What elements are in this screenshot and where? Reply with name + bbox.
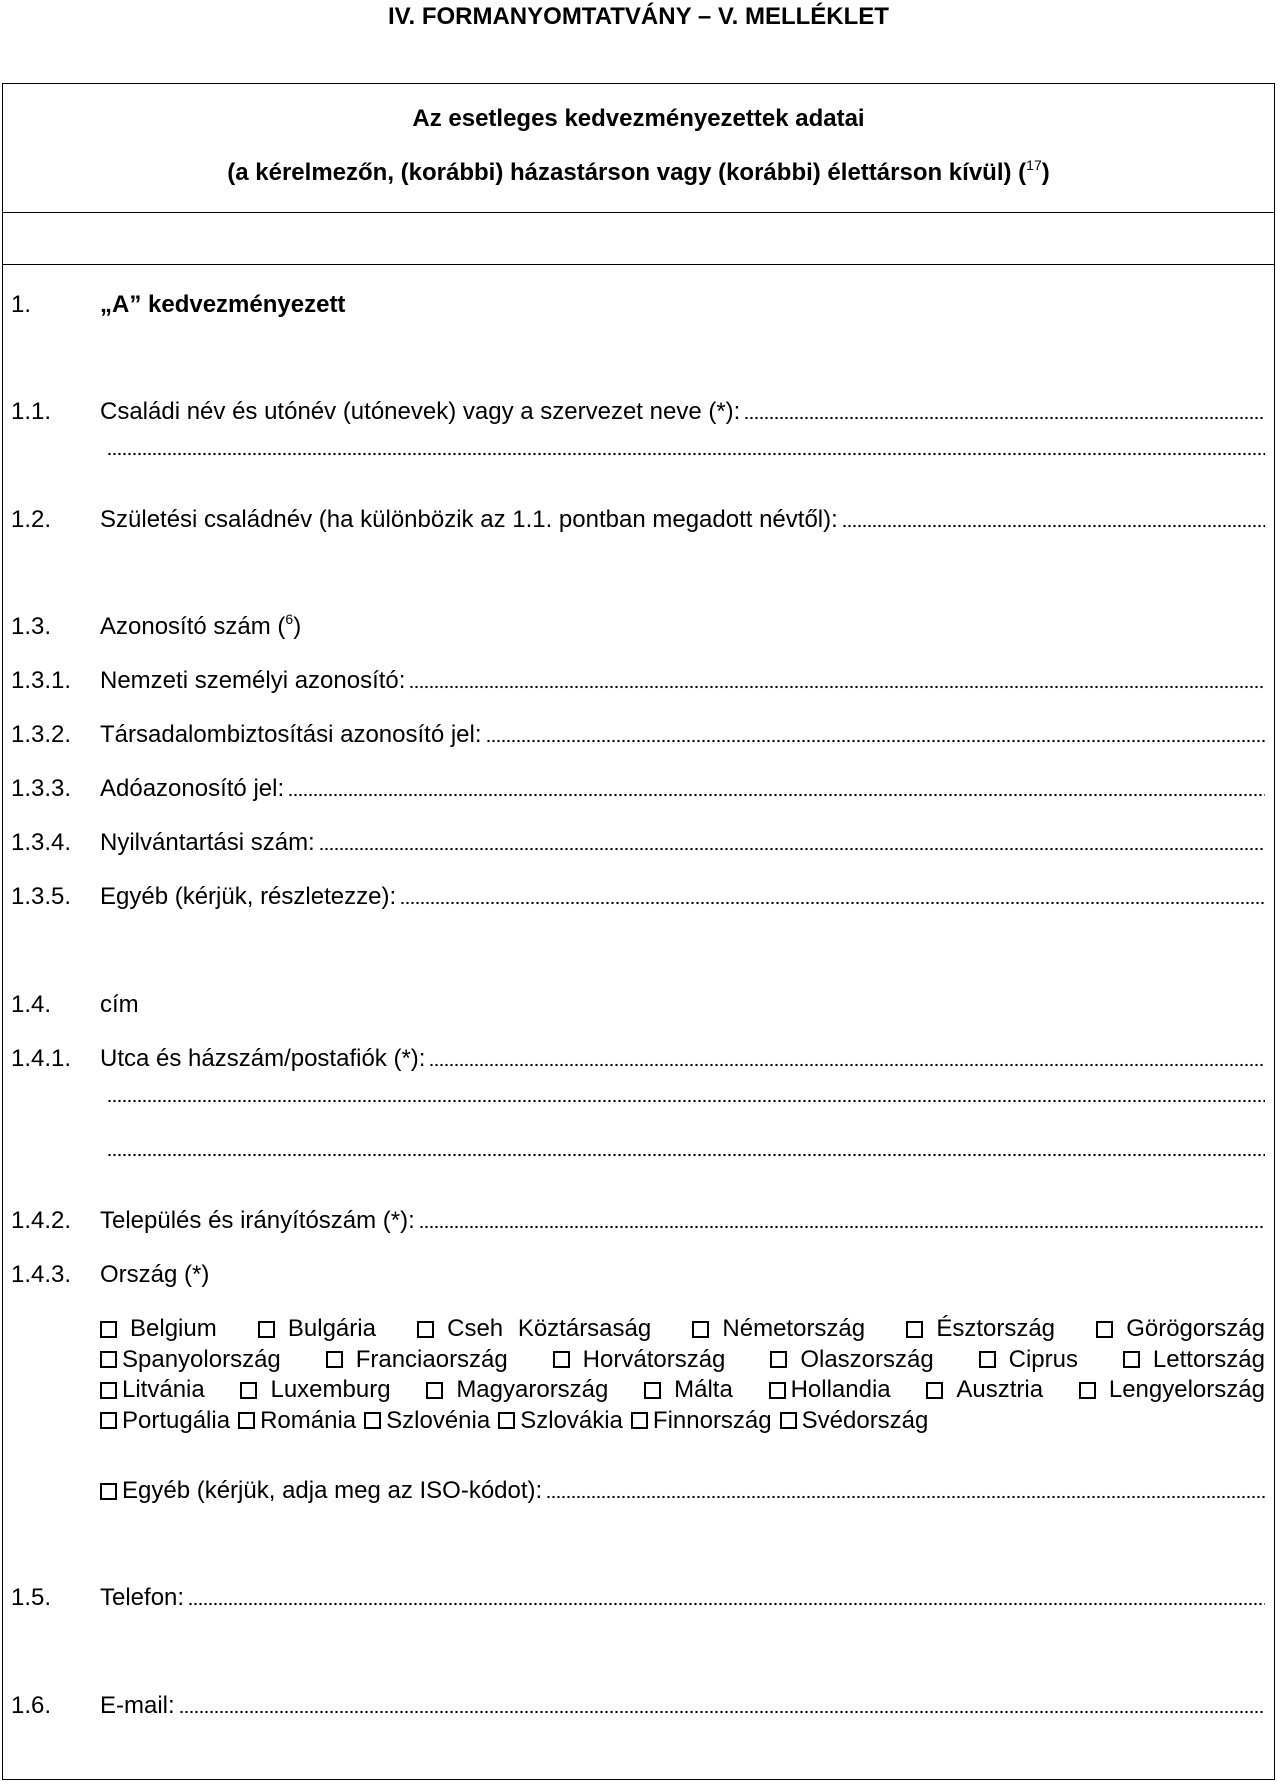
fill-in-line[interactable] <box>409 684 1265 690</box>
country-option-croatia[interactable]: Horvátország <box>553 1345 726 1376</box>
checkbox-icon[interactable] <box>631 1412 648 1429</box>
country-checkboxes <box>100 1314 1265 1436</box>
checkbox-icon[interactable] <box>364 1412 381 1429</box>
checkbox-icon[interactable] <box>780 1412 797 1429</box>
fill-in-line[interactable] <box>288 792 1265 798</box>
country-row <box>100 1314 1265 1345</box>
field-tax-id: 1.3.3. Adóazonosító jel: <box>3 774 1265 804</box>
field-national-id: 1.3.1. Nemzeti személyi azonosító: <box>3 666 1265 696</box>
divider <box>3 212 1274 213</box>
fill-in-line[interactable] <box>400 900 1265 906</box>
country-option-slovenia[interactable]: Szlovénia <box>364 1406 490 1437</box>
country-option-greece[interactable]: Görögország <box>1096 1314 1265 1345</box>
country-option-austria[interactable]: Ausztria <box>926 1375 1043 1406</box>
header-subtitle: (a kérelmezőn, (korábbi) házastárson vagy (korábbi) élettárson kívül) ($^{17}$) <box>227 157 1050 186</box>
country-row <box>100 1345 1265 1376</box>
field-street-continuation <box>3 1152 1265 1182</box>
country-option-malta[interactable]: Málta <box>644 1375 733 1406</box>
country-option-hungary[interactable]: Magyarország <box>426 1375 608 1406</box>
fill-in-line[interactable] <box>107 1152 1265 1158</box>
checkbox-icon[interactable] <box>100 1321 117 1338</box>
country-option-cyprus[interactable]: Ciprus <box>979 1345 1078 1376</box>
country-option-czech-republic[interactable]: Cseh Köztársaság <box>417 1314 651 1345</box>
header-title: Az esetleges kedvezményezettek adatai <box>412 105 865 132</box>
field-name: 1.1. Családi név és utónév (utónevek) vagy a szervezet neve (*): <box>3 397 1265 427</box>
footnote-ref: 6 <box>285 611 294 627</box>
field-social-security-id: 1.3.2. Társadalombiztosítási azonosító jel: <box>3 720 1265 750</box>
country-option-luxembourg[interactable]: Luxemburg <box>240 1375 390 1406</box>
checkbox-icon[interactable] <box>692 1321 709 1338</box>
form-frame <box>2 83 1275 1780</box>
field-email: 1.6. E-mail: <box>3 1691 1265 1721</box>
footnote-ref: 17 <box>1026 157 1042 173</box>
field-address-heading: 1.4. cím <box>11 991 139 1018</box>
country-option-italy[interactable]: Olaszország <box>770 1345 933 1376</box>
country-option-portugal[interactable]: Portugália <box>100 1406 230 1437</box>
country-option-france[interactable]: Franciaország <box>326 1345 508 1376</box>
field-birth-name: 1.2. Születési családnév (ha különbözik az 1.1. pontban megadott névtől): <box>3 505 1265 535</box>
page-title: IV. FORMANYOMTATVÁNY – V. MELLÉKLET <box>388 3 889 30</box>
checkbox-icon[interactable] <box>100 1382 117 1399</box>
field-city-postcode: 1.4.2. Település és irányítószám (*): <box>3 1206 1265 1236</box>
country-option-other: Egyéb (kérjük, adja meg az ISO-kódot): <box>100 1476 1265 1506</box>
checkbox-icon[interactable] <box>906 1321 923 1338</box>
field-registration-number: 1.3.4. Nyilvántartási szám: <box>3 828 1265 858</box>
field-name-continuation <box>3 451 1265 481</box>
country-row <box>100 1406 1265 1437</box>
country-option-belgium[interactable]: Belgium <box>100 1314 217 1345</box>
country-option-estonia[interactable]: Észtország <box>906 1314 1055 1345</box>
checkbox-icon[interactable] <box>100 1483 117 1500</box>
checkbox-icon[interactable] <box>100 1351 117 1368</box>
field-other-id: 1.3.5. Egyéb (kérjük, részletezze): <box>3 882 1265 912</box>
fill-in-line[interactable] <box>107 1098 1265 1104</box>
checkbox-icon[interactable] <box>1123 1351 1140 1368</box>
section-heading: 1. „A” kedvezményezett <box>11 291 346 318</box>
country-option-poland[interactable]: Lengyelország <box>1079 1375 1265 1406</box>
country-option-latvia[interactable]: Lettország <box>1123 1345 1265 1376</box>
checkbox-icon[interactable] <box>100 1412 117 1429</box>
checkbox-icon[interactable] <box>926 1382 943 1399</box>
section-title: „A” kedvezményezett <box>100 291 346 318</box>
checkbox-icon[interactable] <box>979 1351 996 1368</box>
country-option-romania[interactable]: Románia <box>238 1406 356 1437</box>
country-option-lithuania[interactable]: Litvánia <box>100 1375 205 1406</box>
checkbox-icon[interactable] <box>426 1382 443 1399</box>
field-country-heading: 1.4.3. Ország (*) <box>11 1261 210 1288</box>
fill-in-line[interactable] <box>546 1494 1265 1500</box>
fill-in-line[interactable] <box>744 415 1265 421</box>
fill-in-line[interactable] <box>419 1224 1265 1230</box>
fill-in-line[interactable] <box>842 523 1265 529</box>
fill-in-line[interactable] <box>319 846 1265 852</box>
checkbox-icon[interactable] <box>769 1382 786 1399</box>
checkbox-icon[interactable] <box>553 1351 570 1368</box>
fill-in-line[interactable] <box>486 738 1265 744</box>
checkbox-icon[interactable] <box>417 1321 434 1338</box>
fill-in-line[interactable] <box>179 1709 1265 1715</box>
checkbox-icon[interactable] <box>258 1321 275 1338</box>
country-option-germany[interactable]: Németország <box>692 1314 865 1345</box>
field-id-number-heading: 1.3. Azonosító szám ($^6$) <box>11 611 302 640</box>
checkbox-icon[interactable] <box>326 1351 343 1368</box>
fill-in-line[interactable] <box>188 1601 1265 1607</box>
checkbox-icon[interactable] <box>644 1382 661 1399</box>
country-row <box>100 1375 1265 1406</box>
field-phone: 1.5. Telefon: <box>3 1583 1265 1613</box>
checkbox-icon[interactable] <box>238 1412 255 1429</box>
country-option-spain[interactable]: Spanyolország <box>100 1345 281 1376</box>
checkbox-icon[interactable] <box>240 1382 257 1399</box>
checkbox-icon[interactable] <box>1079 1382 1096 1399</box>
checkbox-icon[interactable] <box>1096 1321 1113 1338</box>
divider <box>3 264 1274 265</box>
fill-in-line[interactable] <box>429 1062 1265 1068</box>
checkbox-icon[interactable] <box>770 1351 787 1368</box>
checkbox-icon[interactable] <box>498 1412 515 1429</box>
fill-in-line[interactable] <box>107 451 1265 457</box>
country-option-bulgaria[interactable]: Bulgária <box>258 1314 376 1345</box>
country-option-sweden[interactable]: Svédország <box>780 1406 929 1437</box>
country-option-netherlands[interactable]: Hollandia <box>769 1375 891 1406</box>
country-option-finland[interactable]: Finnország <box>631 1406 772 1437</box>
field-street-continuation <box>3 1098 1265 1128</box>
country-option-slovakia[interactable]: Szlovákia <box>498 1406 623 1437</box>
field-street: 1.4.1. Utca és házszám/postafiók (*): <box>3 1044 1265 1074</box>
